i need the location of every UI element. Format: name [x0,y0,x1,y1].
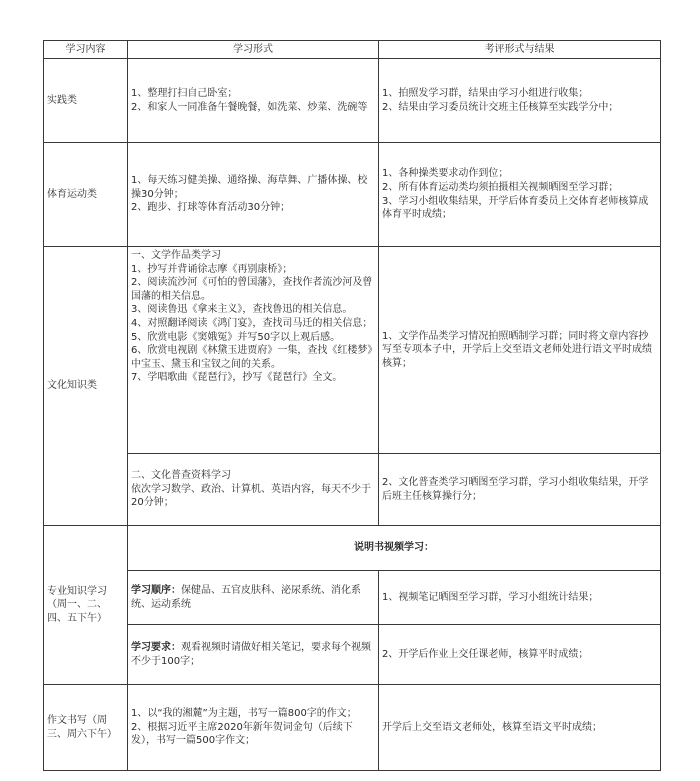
order-text: 保健品、五官皮肤科、泌尿系统、消化系统、运动系统 [131,584,361,610]
row-practice [44,59,661,143]
eval-item: 1、文学作品类学习情况拍照晒制学习群；同时将文章内容抄写至专项本子中，开学后上交至语文老师处进行语文平时成绩核算； [382,330,652,369]
form-writing [128,685,379,771]
study-plan-table [43,40,661,771]
form-practice [128,59,379,143]
form-professional-order [128,571,379,625]
form-culture-survey [128,454,379,526]
eval-writing [379,685,661,771]
form-item: 1、以“我的湘麓”为主题，书写一篇800字的作文； [131,708,357,720]
order-label: 学习顺序： [131,584,181,596]
professional-subheading: 说明书视频学习： [128,526,661,571]
eval-item: 2、所有体育运动类均须拍摄相关视频晒图至学习群； [382,181,619,193]
form-item: 7、学唱歌曲《琵琶行》，抄写《琵琶行》全文。 [131,372,343,384]
header-eval: 考评形式与结果 [379,41,661,59]
category-culture: 文化知识类 [44,247,128,526]
eval-item: 开学后上交至语文老师处，核算至语文平时成绩； [382,721,602,733]
eval-sports [379,143,661,247]
form-item: 3、阅读鲁迅《拿来主义》，查找鲁迅的相关信息。 [131,304,353,316]
eval-item: 2、结果由学习委员统计交班主任核算至实践学分中； [382,101,619,113]
eval-culture-literature [379,247,661,454]
form-item: 1、整理打扫自己卧室； [131,87,238,99]
form-item: 一、文学作品类学习 [131,250,221,261]
header-content: 学习内容 [44,41,128,59]
eval-item: 2、文化普查类学习晒图至学习群，学习小组收集结果，开学后班主任核算操行分； [382,476,649,502]
form-item: 5、欣赏电影《窦娥冤》并写50字以上观后感。 [131,331,341,343]
row-writing [44,685,661,771]
form-item: 2、阅读流沙河《可怕的曾国藩》，查找作者流沙河及曾国藩的相关信息。 [131,277,373,302]
form-item: 二、文化普查资料学习 [131,470,231,482]
row-sports [44,143,661,247]
row-culture-survey [44,454,661,526]
form-item: 1、抄写并背诵徐志摩《再别康桥》； [131,263,293,275]
header-form: 学习形式 [128,41,379,59]
form-item: 2、根据习近平主席2020年新年贺词金句（后续下发），书写一篇500字作文； [131,721,353,747]
requirement-label: 学习要求： [131,641,181,653]
requirement-text: 观看视频时请做好相关笔记，要求每个视频不少于100字； [131,641,371,667]
category-practice: 实践类 [44,59,128,143]
eval-item: 1、拍照发学习群，结果由学习小组进行收集； [382,87,589,99]
form-item: 4、对照翻译阅读《鸿门宴》，查找司马迁的相关信息； [131,317,373,329]
form-culture-literature [128,247,379,454]
form-item: 依次学习数学、政治、计算机、英语内容，每天不少于20分钟； [131,483,371,509]
eval-item: 3、学习小组收集结果，开学后体育委员上交体育老师核算成体育平时成绩； [382,195,649,221]
row-culture-literature [44,247,661,454]
form-item: 2、跑步、打球等体育活动30分钟； [131,202,291,214]
eval-practice [379,59,661,143]
eval-item: 1、各种操类要求动作到位； [382,168,509,180]
form-sports [128,143,379,247]
form-item: 6、欣赏电视剧《林黛玉进贾府》一集，查找《红楼梦》中宝玉、黛玉和宝钗之间的关系。 [131,345,373,370]
form-professional-requirement [128,625,379,685]
header-row [44,41,661,59]
category-sports: 体育运动类 [44,143,128,247]
row-professional-order [44,571,661,625]
category-writing: 作文书写（周三、周六下午） [44,685,128,771]
row-professional-requirement [44,625,661,685]
eval-professional-order: 1、视频笔记晒图至学习群，学习小组统计结果； [379,571,661,625]
form-item: 2、和家人一同准备午餐晚餐，如洗菜、炒菜、洗碗等 [131,101,368,113]
eval-culture-survey [379,454,661,526]
row-professional-heading [44,526,661,571]
category-professional: 专业知识学习（周一、二、四、五下午） [44,526,128,685]
form-item: 1、每天练习健美操、通络操、海草舞、广播体操、校操30分钟； [131,175,368,200]
eval-professional-requirement: 2、开学后作业上交任课老师，核算平时成绩； [379,625,661,685]
